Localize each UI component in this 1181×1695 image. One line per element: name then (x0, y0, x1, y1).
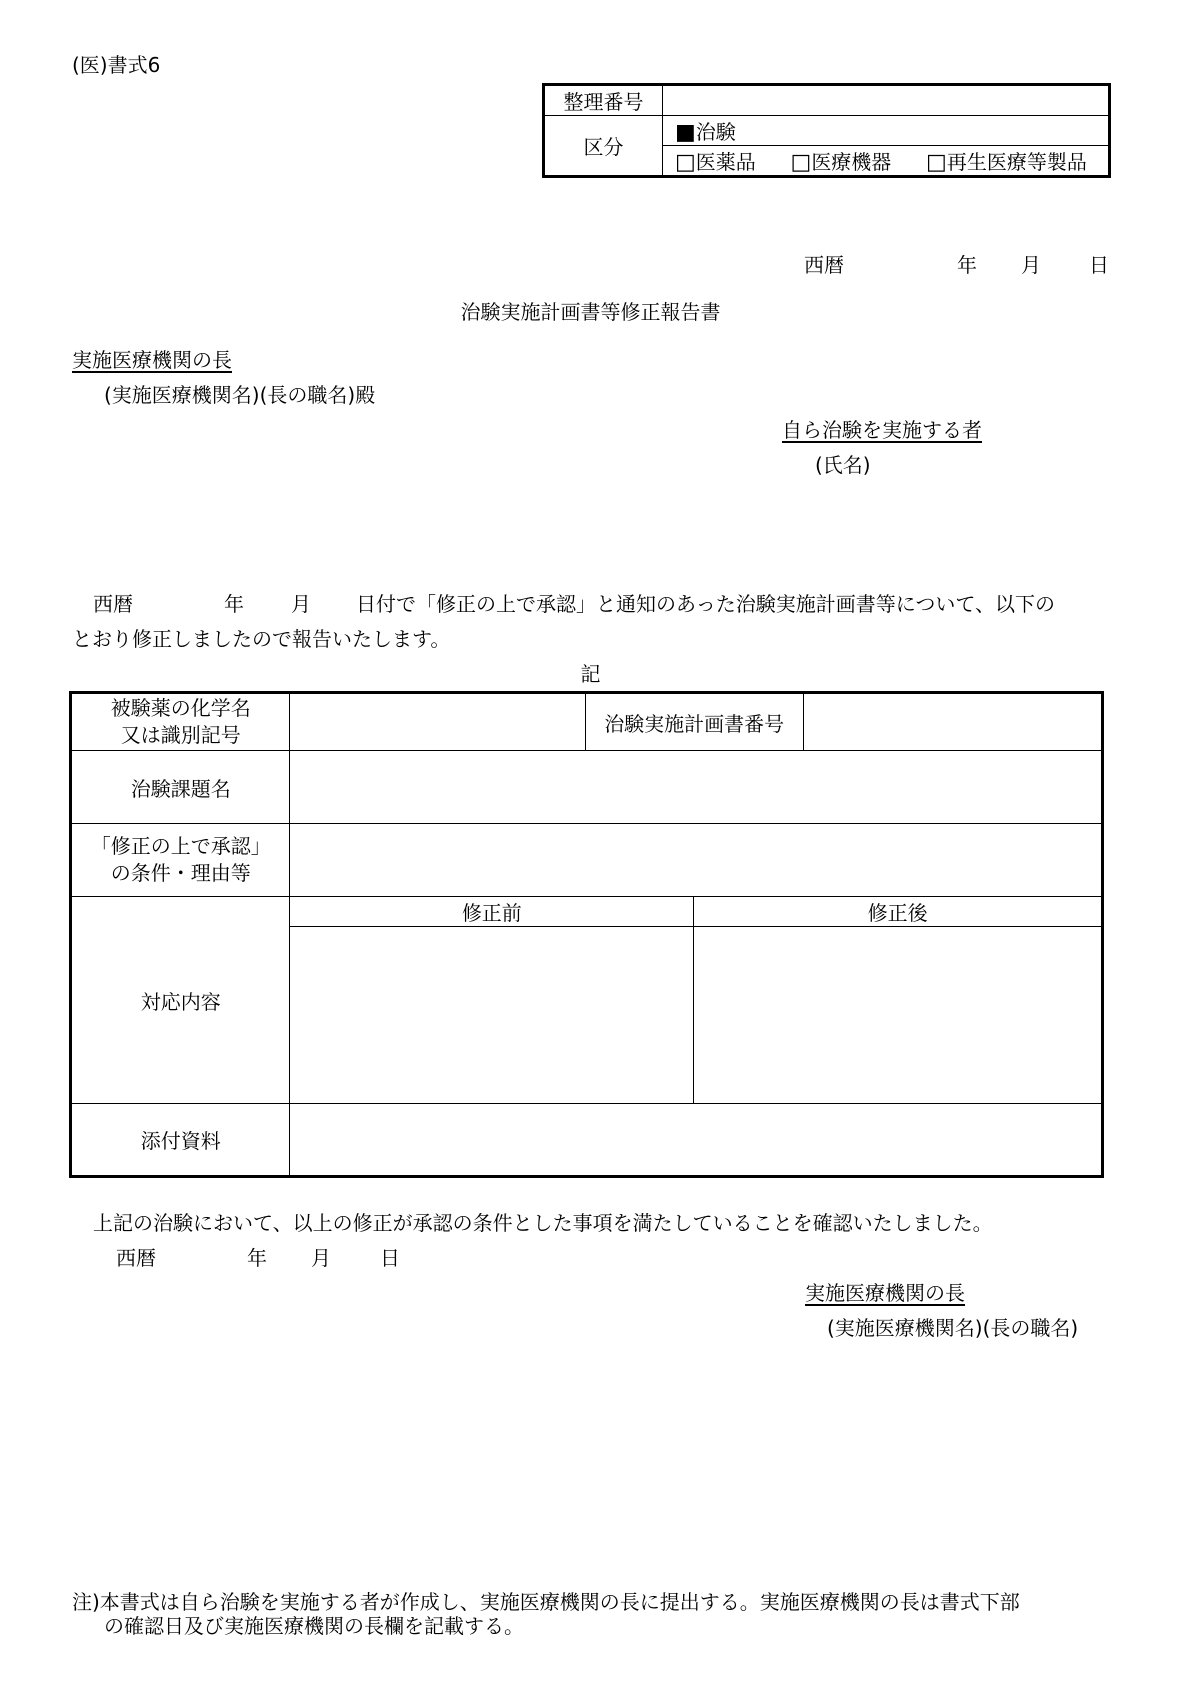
condition-field[interactable] (290, 824, 1103, 897)
checkbox-device[interactable]: □ (790, 150, 812, 175)
sender-name: (氏名) (815, 453, 871, 477)
attachment-label: 添付資料 (71, 1104, 290, 1177)
response-label: 対応内容 (71, 897, 290, 1104)
checkbox-drug[interactable]: □ (675, 150, 696, 175)
condition-label-line1: 「修正の上で承認」 (90, 834, 271, 858)
before-field[interactable] (290, 927, 694, 1104)
admin-number-label: 整理番号 (544, 85, 663, 116)
trial-title-field[interactable] (290, 751, 1103, 824)
protocol-number-label: 治験実施計画書番号 (585, 693, 803, 751)
note-line2: の確認日及び実施医療機関の長欄を記載する。 (104, 1614, 524, 1638)
ki-label: 記 (580, 662, 601, 686)
drug-name-field[interactable] (290, 693, 585, 751)
body-era: 西暦 (93, 592, 133, 616)
body-line1: 日付で「修正の上で承認」と通知のあった治験実施計画書等について、以下の (356, 592, 1055, 616)
condition-label-line2: の条件・理由等 (110, 861, 251, 885)
category-trial-label: 治験 (695, 120, 736, 144)
admin-number-field[interactable] (663, 85, 1110, 116)
admin-table (542, 83, 1111, 178)
category-drug-label: 医薬品 (695, 150, 756, 174)
confirmation-head-name: (実施医療機関名)(長の職名) (827, 1316, 1079, 1340)
confirmation-era: 西暦 (116, 1246, 156, 1270)
body-year: 年 (224, 592, 244, 616)
report-table (69, 691, 1104, 1178)
confirmation-day: 日 (380, 1246, 400, 1270)
top-date-era: 西暦 (804, 253, 844, 277)
category-device-label: 医療機器 (811, 150, 892, 174)
confirmation-year: 年 (247, 1246, 267, 1270)
drug-name-label-line1: 被験薬の化学名 (110, 696, 251, 720)
drug-name-label (71, 693, 290, 751)
checkbox-regenerative[interactable]: □ (926, 150, 947, 175)
category-regenerative-label: 再生医療等製品 (946, 150, 1087, 174)
body-line2: とおり修正しましたので報告いたします。 (72, 627, 451, 651)
after-field[interactable] (694, 927, 1103, 1104)
sender-title: 自ら治験を実施する者 (782, 418, 982, 442)
form-code: (医)書式6 (72, 53, 161, 77)
trial-title-label: 治験課題名 (71, 751, 290, 824)
confirmation-month: 月 (311, 1246, 331, 1270)
confirmation-head-title: 実施医療機関の長 (805, 1281, 965, 1305)
admin-category-label: 区分 (544, 116, 663, 177)
attachment-field[interactable] (290, 1104, 1103, 1177)
before-header: 修正前 (290, 897, 694, 927)
body-month: 月 (291, 592, 311, 616)
top-date-month: 月 (1021, 253, 1041, 277)
condition-label (71, 824, 290, 897)
top-date-year: 年 (957, 253, 977, 277)
category-trial-row (663, 116, 1110, 146)
addressee-name: (実施医療機関名)(長の職名)殿 (104, 383, 376, 407)
document-title: 治験実施計画書等修正報告書 (460, 300, 721, 324)
protocol-number-field[interactable] (803, 693, 1102, 751)
addressee-title: 実施医療機関の長 (72, 348, 232, 372)
top-date-day: 日 (1089, 253, 1109, 277)
after-header: 修正後 (694, 897, 1103, 927)
checkbox-trial[interactable]: ■ (675, 120, 696, 145)
confirmation-text: 上記の治験において、以上の修正が承認の条件とした事項を満たしていることを確認いたしました。 (93, 1211, 993, 1235)
category-product-row (663, 146, 1110, 177)
note-line1: 注)本書式は自ら治験を実施する者が作成し、実施医療機関の長に提出する。実施医療機関の長は書式下部 (72, 1590, 1020, 1614)
drug-name-label-line2: 又は識別記号 (120, 723, 241, 747)
